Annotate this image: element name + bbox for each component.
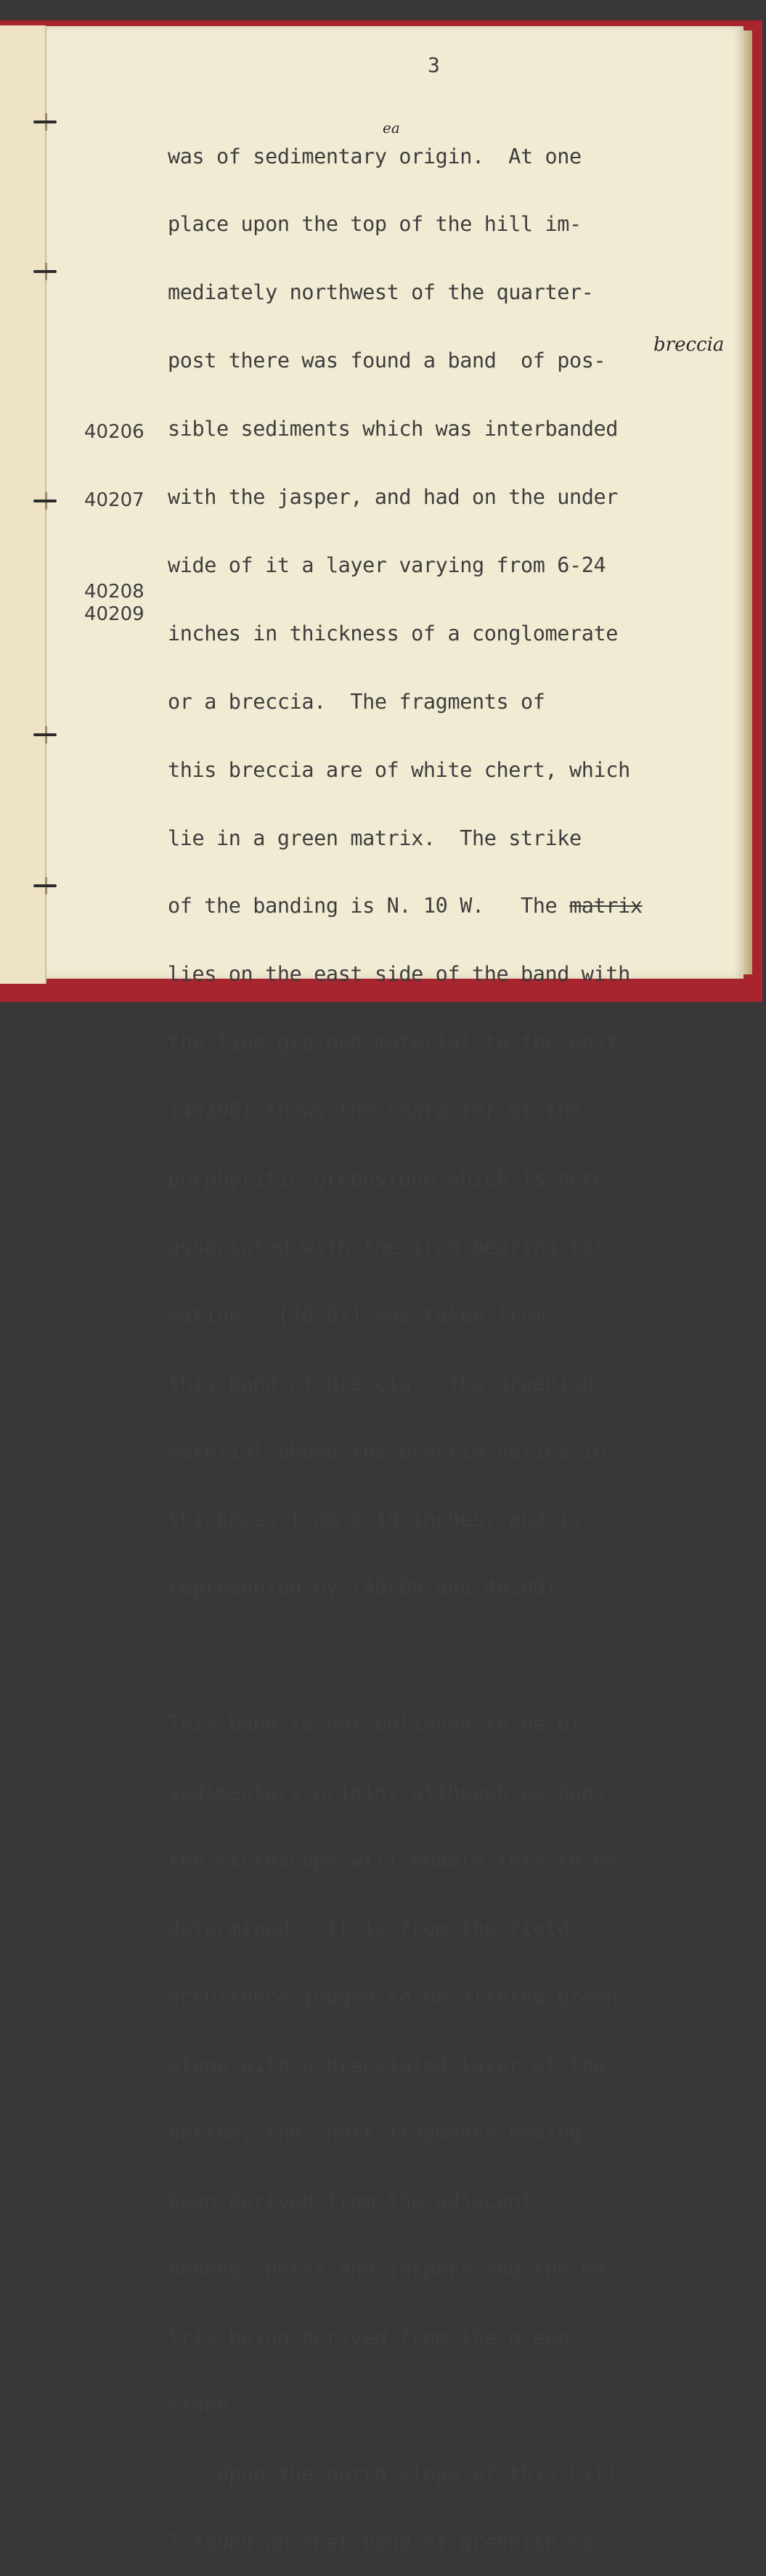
text-line: lie in a green matrix. The strike xyxy=(168,826,582,850)
text-line: This band is not believed to be of xyxy=(168,1712,582,1737)
text-line: with the jasper, and had on the under xyxy=(168,485,619,510)
text-line: associated with the iron-bearing for- xyxy=(168,1234,619,1259)
specimen-number: 40209 xyxy=(84,603,144,625)
blank-line xyxy=(168,1644,643,1667)
text-line: sible sediments which was interbanded xyxy=(168,417,619,441)
text-line: lies on the east side of the band with xyxy=(168,962,630,987)
text-line: material above the breccia varies in xyxy=(168,1439,606,1464)
text-line: I found another band of greenish ma- xyxy=(168,2530,606,2554)
text-line: sedimentary origin, although perhaps xyxy=(168,1780,606,1804)
text-line: occurrence judged to be altered green- xyxy=(168,1984,630,2009)
text-line: mediately northwest of the quarter- xyxy=(168,280,594,305)
text-line: (40206) shows the character of the xyxy=(168,1099,582,1123)
specimen-number: 40206 xyxy=(84,421,144,443)
text-line: Upon the north slope of this hill xyxy=(168,2461,619,2486)
text-line: stone. xyxy=(168,2393,241,2418)
text-line: represented by (40208 and 40209). xyxy=(168,1576,570,1600)
specimen-number: 40208 xyxy=(84,581,144,603)
handwritten-insertion-breccia: breccia xyxy=(653,334,725,356)
struck-word: matrix xyxy=(569,894,643,918)
text-line: the fine grained material to the west xyxy=(168,1030,619,1055)
binder-ring-1 xyxy=(33,118,57,126)
text-line: stone with a brecciated layer at the xyxy=(168,2053,606,2077)
specimen-number: 40207 xyxy=(84,489,144,511)
text-line: or a breccia. The fragments of xyxy=(168,689,545,714)
text-line: post there was found a band of pos- xyxy=(168,349,606,373)
typed-body-text xyxy=(168,99,643,2576)
text-line: was of sedimentary origin. At one xyxy=(168,144,582,168)
text-line: the microscope will enable this to be xyxy=(168,1848,619,1872)
text-line: mation. (40207) was taken from xyxy=(168,1303,545,1327)
text-line: wide of it a layer varying from 6-24 xyxy=(168,553,606,577)
binder-ring-3 xyxy=(33,497,57,505)
text-line: been derived from the adjacent xyxy=(168,2189,533,2214)
text-line: of the banding is N. 10 W. The xyxy=(168,894,570,918)
text-line: trix being derived from the green- xyxy=(168,2326,582,2350)
text-line-with-correction xyxy=(168,894,643,917)
page-number: 3 xyxy=(428,53,440,77)
handwritten-insertion-ea: ea xyxy=(383,119,400,136)
text-line: thickness from 6-18 inches, and is xyxy=(168,1507,582,1532)
page-stack-edge xyxy=(743,30,752,974)
text-line: porphyritic greenstone which is here xyxy=(168,1166,606,1191)
text-line: place upon the top of the hill im- xyxy=(168,212,582,237)
text-line: inches in thickness of a conglomerate xyxy=(168,621,619,645)
text-line: this breccia are of white chert, which xyxy=(168,757,630,782)
binder-ring-2 xyxy=(33,267,57,276)
binder-ring-5 xyxy=(33,881,57,890)
text-line: banded cherts and jaspers and the ma- xyxy=(168,2257,619,2282)
text-line: bottom, the chert fragments having xyxy=(168,2121,582,2145)
text-line: this band of breccia. The greenish xyxy=(168,1371,594,1395)
binder-ring-4 xyxy=(33,730,57,739)
text-line: determined. It is from the field xyxy=(168,1916,570,1941)
